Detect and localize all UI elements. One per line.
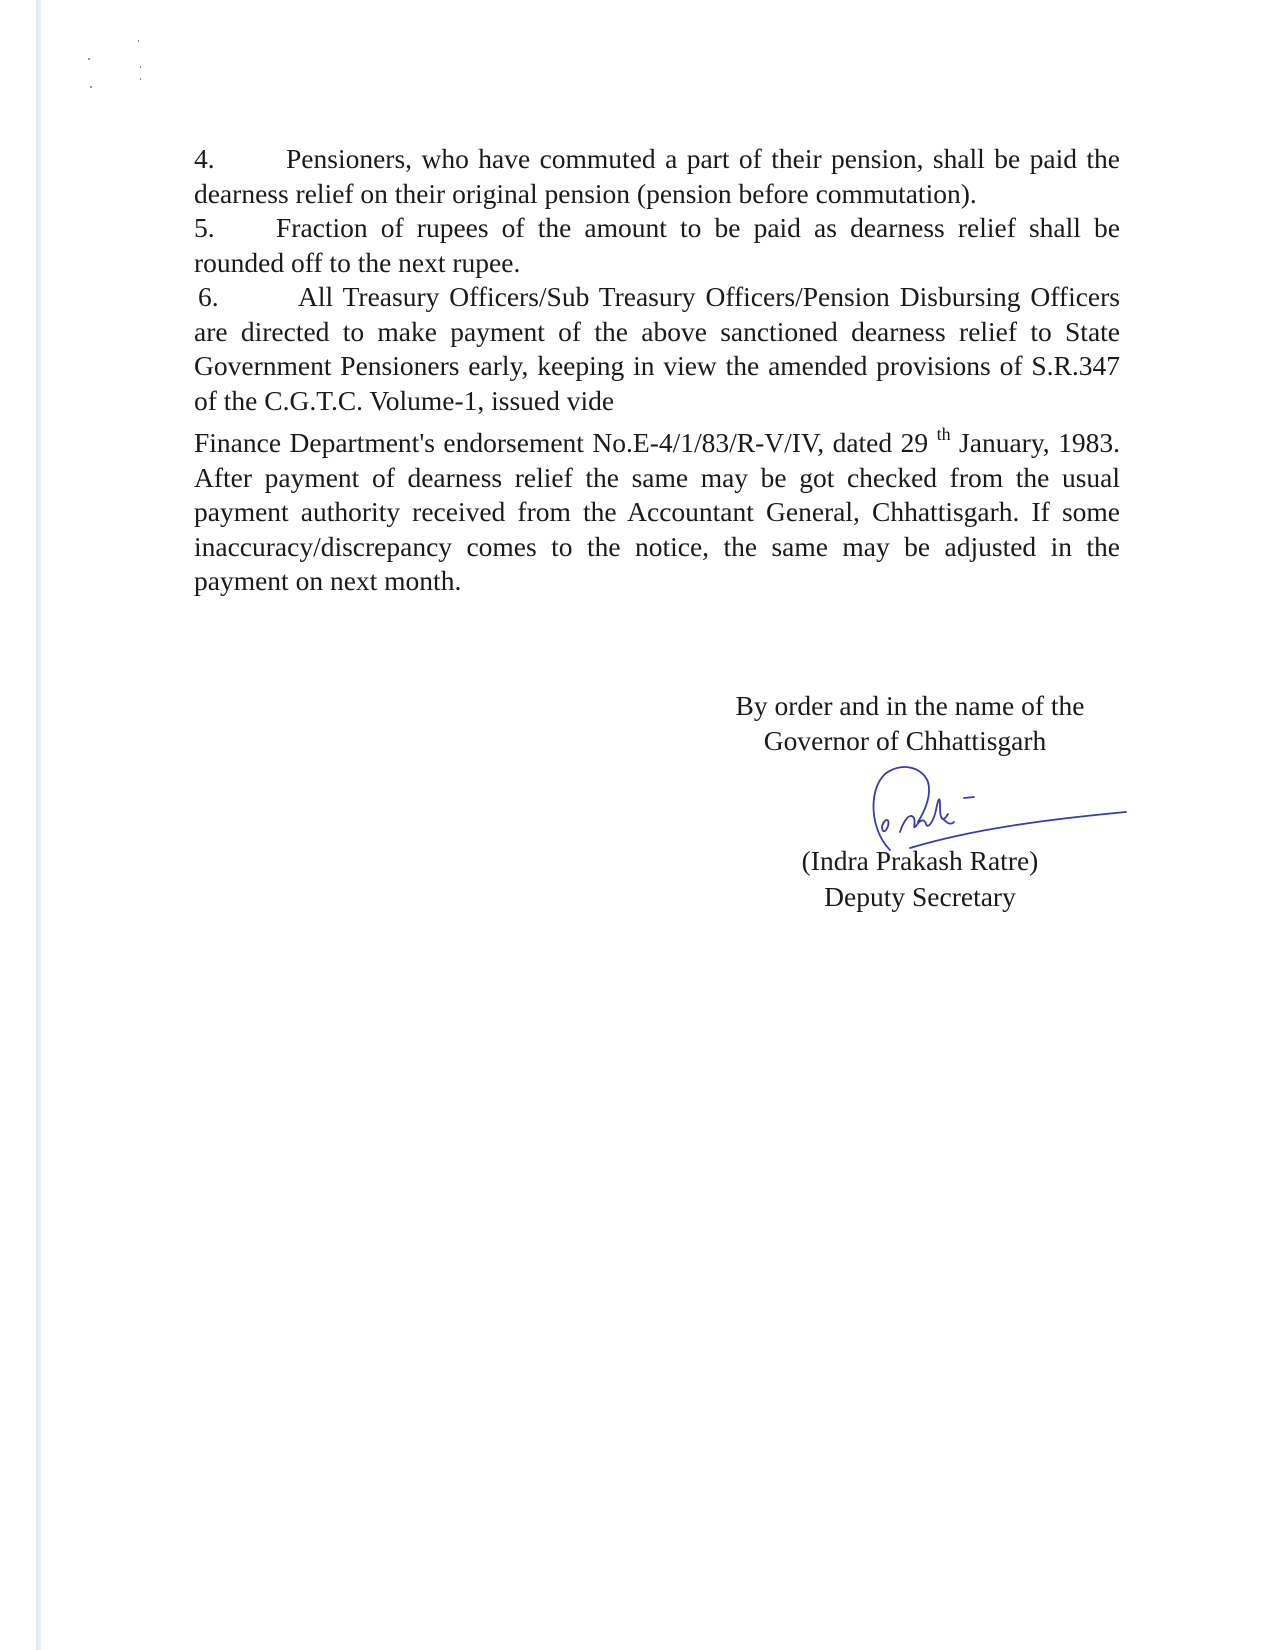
paragraph-number: 4. [194,143,215,174]
scan-speck [140,66,141,68]
scan-speck [140,78,141,80]
closing-line-1: By order and in the name of the [735,690,1085,721]
document-body [194,142,1120,599]
paragraph-4 [194,142,1120,211]
paragraph-text: Pensioners, who have commuted a part of their pension, shall be paid the dearness relief on their original pension (pension before commutation). [194,143,1120,209]
signatory-name: (Indra Prakash Ratre) [801,845,1039,876]
paragraph-number: 6. [198,281,219,312]
paragraph-text: January, 1983. After payment of dearness relief the same may be got checked from the usual payment authority received from the Accountant General, Chhattisgarh. If some inaccuracy/discrepancy comes to the notice, the same may be adjusted in the payment on next month. [194,427,1120,596]
paragraph-text: Fraction of rupees of the amount to be paid as dearness relief shall be rounded off to the next rupee. [194,212,1120,278]
signatory-designation: Deputy Secretary [824,881,1016,912]
closing-block [690,688,1120,758]
signatory-block [740,843,1100,915]
paragraph-text: Finance Department's endorsement No.E-4/1/83/R-V/IV, dated 29 [194,427,929,458]
paragraph-number: 5. [194,212,215,243]
scan-speck [88,58,90,60]
scan-edge-stripe [36,0,41,1650]
date-superscript: th [936,423,951,444]
paragraph-6 [194,280,1120,599]
scan-speck [90,86,92,88]
paragraph-text: All Treasury Officers/Sub Treasury Officers/Pension Disbursing Officers are directed to make payment of the above sanctioned dearness relief to State Government Pensioners early, keeping in view the amended provisions of S.R.347 of the C.G.T.C. Volume-1, issued vide [194,281,1120,416]
scan-speck [138,40,139,42]
closing-line-2: Governor of Chhattisgarh [763,725,1047,756]
paragraph-5 [194,211,1120,280]
